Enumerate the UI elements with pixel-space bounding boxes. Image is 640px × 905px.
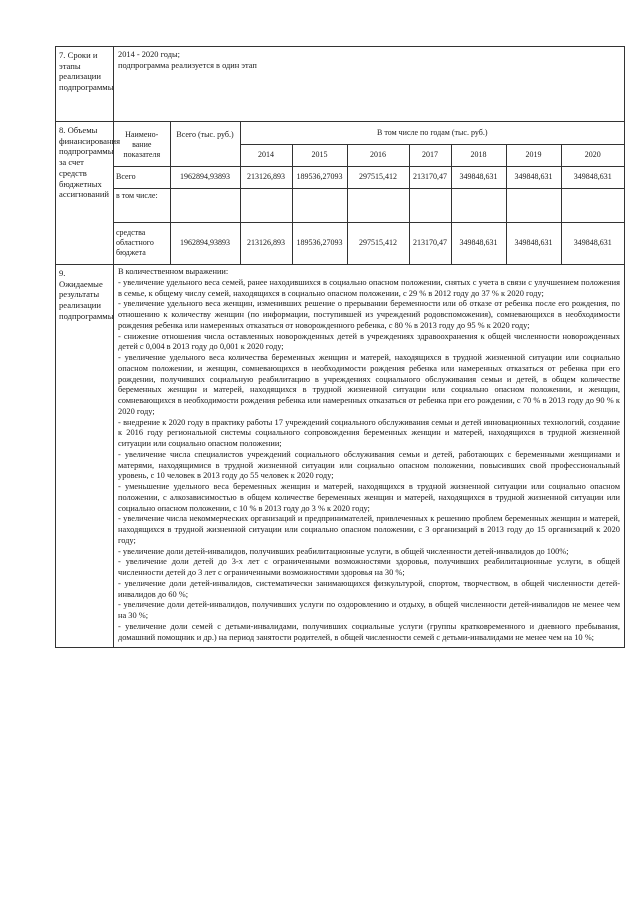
result-item: - увеличение удельного веса женщин, изменивших решение о прерывании беременности или об отказе от ребенка после его рождения, по отношению к количеству женщин (по информации, поступившей из учреждений родовспоможения), сомневающихся в необходимости рождения ребенка или намеренных отказаться от новорожденного ребенка, с 80 % в 2013 году до 95 % к 2020 году;	[118, 299, 620, 330]
header-name: Наимено-вание показателя	[114, 122, 170, 166]
financing-row-including	[114, 188, 624, 222]
row-value: 213170,47	[409, 222, 451, 264]
result-item: - увеличение удельного веса семей, ранее находившихся в социально опасном положении, снятых с учета в связи с улучшением положения в семье, к общему числу семей, находящихся в социально опасном положении, с 29 % в 2012 году до 37 % к 2020 году;	[118, 277, 620, 298]
section-7-row	[56, 47, 625, 122]
year-header: 2019	[506, 144, 561, 166]
year-header: 2017	[409, 144, 451, 166]
year-header: 2014	[240, 144, 292, 166]
year-header: 2020	[561, 144, 624, 166]
result-item: - увеличение числа специалистов учреждений социального обслуживания семьи и детей, работающих с беременными женщинами и матерями, находящимися в трудной жизненной ситуации или социально опасном положении, повысивших свой профессиональный уровень, с 10 человек в 2013 году до 55 человек к 2020 году;	[118, 449, 620, 481]
section-7-line: подпрограмма реализуется в один этап	[118, 60, 257, 70]
financing-table	[114, 122, 624, 264]
section-9-label: 9. Ожидаемые результаты реализации подпрограммы	[56, 265, 114, 648]
header-total: Всего (тыс. руб.)	[170, 122, 240, 166]
financing-row-total	[114, 166, 624, 188]
result-item: - увеличение доли детей-инвалидов, получивших услуги по оздоровлению и отдыху, в общей численности детей-инвалидов не менее чем на 30 %;	[118, 600, 620, 620]
row-value: 213170,47	[409, 166, 451, 188]
row-value: 189536,27093	[292, 166, 347, 188]
section-7-content	[114, 47, 625, 122]
row-value	[292, 188, 347, 222]
header-years-group: В том числе по годам (тыс. руб.)	[240, 122, 624, 144]
result-item: - уменьшение удельного веса беременных женщин и матерей, находящихся в трудной жизненной ситуации или социально опасном положении, с алкозависимостью в общем количестве беременных женщин и матерей, находящихся в трудной жизненной ситуации или социально опасном положении, с 10 % в 2013 году до 3 % к 2020 году;	[118, 482, 620, 513]
section-7-line: 2014 - 2020 годы;	[118, 50, 180, 59]
section-9-row	[56, 265, 625, 648]
result-item: - увеличение числа некоммерческих организаций и предпринимателей, привлеченных к решению проблем беременных женщин и матерей, находящихся в трудной жизненной ситуации или социально опасном положении, с 3 организаций в 2013 году до 15 организаций к 2020 году;	[118, 514, 620, 545]
row-name: в том числе:	[114, 188, 170, 222]
row-name: средства областного бюджета	[114, 222, 170, 264]
row-total: 1962894,93893	[170, 222, 240, 264]
financing-row-regional	[114, 222, 624, 264]
row-value: 349848,631	[451, 166, 506, 188]
result-item: - увеличение доли детей до 3-х лет с ограниченными возможностями здоровья, получивших реабилитационные услуги, в общей численности детей до 3 лет с ограниченными возможностями здоровья на 30 %;	[118, 557, 620, 577]
result-item: - увеличение доли семей с детьми-инвалидами, получивших социальные услуги (группы кратковременного и дневного пребывания, домашний помощник и др.) на период занятости родителей, в общей численности семей с детьми-инвалидами не менее чем на 10 %;	[118, 621, 620, 642]
row-value: 213126,893	[240, 222, 292, 264]
row-value: 349848,631	[561, 166, 624, 188]
row-value	[506, 188, 561, 222]
year-header: 2016	[347, 144, 409, 166]
result-item: - снижение отношения числа оставленных новорожденных детей в учреждениях здравоохранения к общей численности новорожденных детей с 0,004 в 2013 году до 0,001 к 2020 году;	[118, 331, 620, 352]
row-value	[240, 188, 292, 222]
result-item: - увеличение удельного веса количества беременных женщин и матерей, находящихся в трудной жизненной ситуации или социально опасном положении, и женщин, сомневающихся в необходимости рождения ребенка или намеренных отказаться от ребенка при его рождении, получивших социальную реабилитацию в учреждениях социального обслуживания семьи и детей, в общем количестве беременных женщин и матерей, находящихся в трудной жизненной ситуации или социально опасном положении, и женщин, сомневающихся в необходимости рождения ребенка или намеренных отказаться от ребенка при его рождении, с 70 % в 2013 году до 90 % к 2020 году;	[118, 353, 620, 416]
row-value: 189536,27093	[292, 222, 347, 264]
section-8-label: 8. Объемы финансирования подпрограммы за счет средств бюджетных ассигнований	[56, 122, 114, 265]
row-value: 349848,631	[506, 166, 561, 188]
row-name: Всего	[114, 166, 170, 188]
row-value	[561, 188, 624, 222]
financing-header-row	[114, 122, 624, 144]
section-8-content	[114, 122, 625, 265]
result-item: - увеличение доли детей-инвалидов, получивших реабилитационные услуги, в общей численности детей-инвалидов до 100%;	[118, 546, 569, 556]
section-7-label: 7. Сроки и этапы реализации подпрограммы	[56, 47, 114, 122]
passport-table	[55, 46, 625, 648]
row-total	[170, 188, 240, 222]
row-value: 297515,412	[347, 222, 409, 264]
row-value: 349848,631	[451, 222, 506, 264]
result-item: - внедрение к 2020 году в практику работы 17 учреждений социального обслуживания семьи и детей инновационных технологий, создание к 2016 году региональной системы социального сопровождения беременных женщин и матерей, находящихся в трудной жизненной ситуации или социально опасном положении;	[118, 417, 620, 448]
row-value	[409, 188, 451, 222]
document-page	[55, 46, 625, 648]
row-value: 349848,631	[561, 222, 624, 264]
row-total: 1962894,93893	[170, 166, 240, 188]
result-item: - увеличение доли детей-инвалидов, систематически занимающихся физкультурой, спортом, творчеством, в общей численности детей-инвалидов до 60 %;	[118, 578, 620, 599]
year-header: 2018	[451, 144, 506, 166]
section-9-content	[114, 265, 625, 648]
row-value: 297515,412	[347, 166, 409, 188]
results-intro: В количественном выражении:	[118, 267, 229, 276]
row-value	[347, 188, 409, 222]
section-8-row	[56, 122, 625, 265]
row-value: 213126,893	[240, 166, 292, 188]
row-value	[451, 188, 506, 222]
year-header: 2015	[292, 144, 347, 166]
row-value: 349848,631	[506, 222, 561, 264]
